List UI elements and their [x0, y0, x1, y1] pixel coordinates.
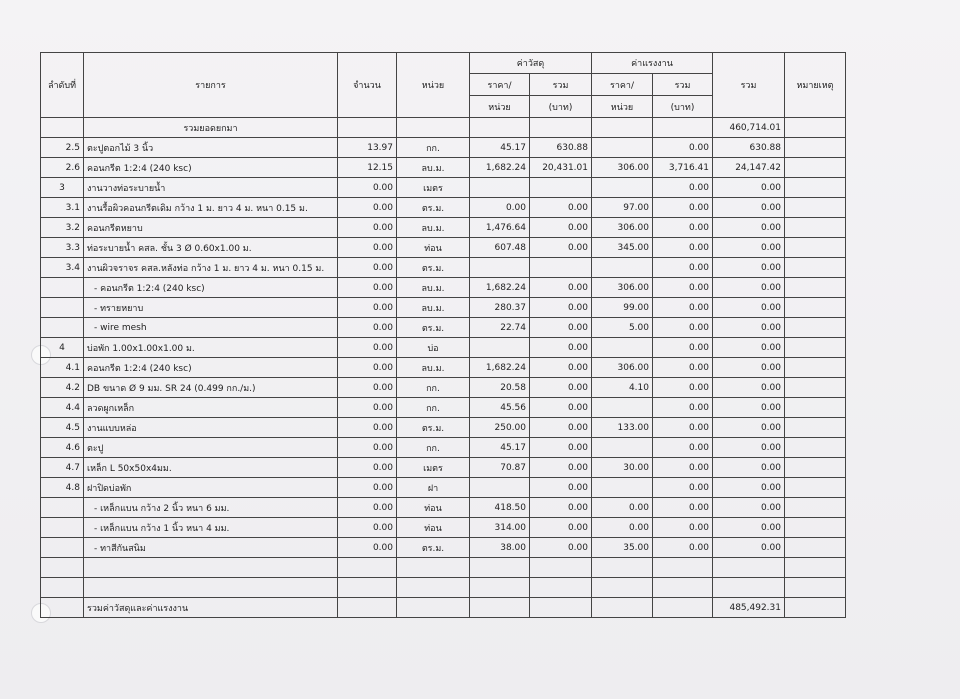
cell-item: - ทรายหยาบ	[84, 298, 338, 318]
cell-material-sum: 0.00	[530, 318, 592, 338]
cell-material-sum: 0.00	[530, 218, 592, 238]
cell-qty: 0.00	[338, 418, 397, 438]
cell-remark	[785, 198, 846, 218]
table-row	[41, 118, 846, 138]
cell-labor-sum	[653, 118, 713, 138]
cell-material-sum: 0.00	[530, 478, 592, 498]
header-material-price-line1: ราคา/	[470, 74, 530, 96]
cell-total: 460,714.01	[713, 118, 785, 138]
cell-labor-price	[592, 138, 653, 158]
cell-labor-sum: 0.00	[653, 178, 713, 198]
cell-unit: กก.	[397, 138, 470, 158]
header-material-price-line2: หน่วย	[470, 96, 530, 118]
cell-no	[41, 118, 84, 138]
cell-item	[84, 578, 338, 598]
cell-total: 24,147.42	[713, 158, 785, 178]
cell-material-price	[470, 118, 530, 138]
cell-remark	[785, 598, 846, 618]
cell-material-sum: 0.00	[530, 518, 592, 538]
cell-unit: ลบ.ม.	[397, 158, 470, 178]
cell-qty: 0.00	[338, 218, 397, 238]
cell-remark	[785, 338, 846, 358]
cell-qty: 13.97	[338, 138, 397, 158]
cell-qty: 0.00	[338, 238, 397, 258]
cell-material-price	[470, 578, 530, 598]
table-row	[41, 438, 846, 458]
cell-material-price	[470, 558, 530, 578]
cell-total: 0.00	[713, 398, 785, 418]
table-row	[41, 138, 846, 158]
cell-labor-price	[592, 398, 653, 418]
cell-material-price: 280.37	[470, 298, 530, 318]
cell-item: ฝาปิดบ่อพัก	[84, 478, 338, 498]
header-labor-sum-line2: (บาท)	[653, 96, 713, 118]
cell-labor-sum: 0.00	[653, 278, 713, 298]
cell-unit: บ่อ	[397, 338, 470, 358]
table-row	[41, 298, 846, 318]
cell-unit: ลบ.ม.	[397, 218, 470, 238]
cell-item: ลวดผูกเหล็ก	[84, 398, 338, 418]
cell-total: 0.00	[713, 218, 785, 238]
cell-labor-sum: 0.00	[653, 538, 713, 558]
cell-item: บ่อพัก 1.00x1.00x1.00 ม.	[84, 338, 338, 358]
header-unit: หน่วย	[397, 53, 470, 118]
cell-material-price	[470, 598, 530, 618]
table-row	[41, 358, 846, 378]
cell-no: 4.8	[41, 478, 84, 498]
table-row	[41, 198, 846, 218]
cell-item: ตะปูตอกไม้ 3 นิ้ว	[84, 138, 338, 158]
table-row	[41, 458, 846, 478]
cell-qty: 0.00	[338, 538, 397, 558]
table-row	[41, 558, 846, 578]
cell-item: รวมค่าวัสดุและค่าแรงงาน	[84, 598, 338, 618]
cell-total: 0.00	[713, 418, 785, 438]
cell-item: ตะปู	[84, 438, 338, 458]
cell-labor-price: 97.00	[592, 198, 653, 218]
header-labor: ค่าแรงงาน	[592, 53, 713, 74]
cell-labor-price: 133.00	[592, 418, 653, 438]
cell-remark	[785, 278, 846, 298]
cell-item: - wire mesh	[84, 318, 338, 338]
cell-remark	[785, 358, 846, 378]
cell-material-price: 314.00	[470, 518, 530, 538]
cell-labor-price	[592, 558, 653, 578]
cell-total: 0.00	[713, 478, 785, 498]
cell-total: 0.00	[713, 318, 785, 338]
cell-total: 0.00	[713, 378, 785, 398]
header-qty: จำนวน	[338, 53, 397, 118]
cell-remark	[785, 438, 846, 458]
cell-labor-sum	[653, 558, 713, 578]
cell-unit: ลบ.ม.	[397, 358, 470, 378]
cell-remark	[785, 398, 846, 418]
table-body	[41, 118, 846, 618]
cell-unit: ฝา	[397, 478, 470, 498]
cell-no	[41, 598, 84, 618]
cell-qty: 0.00	[338, 478, 397, 498]
cell-total: 0.00	[713, 518, 785, 538]
cell-material-price	[470, 178, 530, 198]
cell-labor-sum	[653, 578, 713, 598]
cell-labor-price: 306.00	[592, 158, 653, 178]
cell-remark	[785, 458, 846, 478]
cell-total: 630.88	[713, 138, 785, 158]
cell-material-price: 1,682.24	[470, 278, 530, 298]
cell-no	[41, 558, 84, 578]
cell-unit	[397, 598, 470, 618]
cell-remark	[785, 138, 846, 158]
cell-qty: 0.00	[338, 278, 397, 298]
cell-material-price: 607.48	[470, 238, 530, 258]
cell-total	[713, 578, 785, 598]
cell-remark	[785, 538, 846, 558]
cell-labor-price	[592, 258, 653, 278]
cell-no: 4.4	[41, 398, 84, 418]
header-labor-sum-line1: รวม	[653, 74, 713, 96]
header-material-sum-line2: (บาท)	[530, 96, 592, 118]
cell-labor-sum: 0.00	[653, 478, 713, 498]
cell-material-price	[470, 258, 530, 278]
cell-material-sum: 0.00	[530, 198, 592, 218]
cell-total: 0.00	[713, 198, 785, 218]
cell-unit: ตร.ม.	[397, 318, 470, 338]
cell-item: - เหล็กแบน กว้าง 2 นิ้ว หนา 6 มม.	[84, 498, 338, 518]
cell-unit	[397, 118, 470, 138]
cell-total	[713, 558, 785, 578]
cell-total: 0.00	[713, 338, 785, 358]
cell-qty: 0.00	[338, 198, 397, 218]
cell-total: 0.00	[713, 438, 785, 458]
cell-labor-price	[592, 578, 653, 598]
cell-no: 3.1	[41, 198, 84, 218]
cell-remark	[785, 298, 846, 318]
cell-labor-price	[592, 438, 653, 458]
cell-no: 3.4	[41, 258, 84, 278]
cell-material-price: 250.00	[470, 418, 530, 438]
cell-labor-sum: 0.00	[653, 338, 713, 358]
cell-no	[41, 518, 84, 538]
table-row	[41, 478, 846, 498]
cell-material-price: 1,476.64	[470, 218, 530, 238]
cell-labor-sum: 0.00	[653, 298, 713, 318]
cell-labor-sum: 0.00	[653, 138, 713, 158]
cell-unit: กก.	[397, 398, 470, 418]
cell-labor-sum: 0.00	[653, 438, 713, 458]
table-row	[41, 318, 846, 338]
cell-unit: เมตร	[397, 178, 470, 198]
cell-no	[41, 278, 84, 298]
header-material-sum-line1: รวม	[530, 74, 592, 96]
cell-item: DB ขนาด Ø 9 มม. SR 24 (0.499 กก./ม.)	[84, 378, 338, 398]
table-row	[41, 578, 846, 598]
cell-material-sum: 0.00	[530, 538, 592, 558]
cell-unit: กก.	[397, 438, 470, 458]
cell-item: - เหล็กแบน กว้าง 1 นิ้ว หนา 4 มม.	[84, 518, 338, 538]
cell-remark	[785, 238, 846, 258]
header-labor-price-line2: หน่วย	[592, 96, 653, 118]
cell-qty: 0.00	[338, 378, 397, 398]
cell-no: 3	[41, 178, 84, 198]
cell-labor-sum: 0.00	[653, 358, 713, 378]
cell-labor-price: 345.00	[592, 238, 653, 258]
cell-labor-price: 5.00	[592, 318, 653, 338]
cell-labor-price: 306.00	[592, 218, 653, 238]
cell-no	[41, 498, 84, 518]
cell-remark	[785, 178, 846, 198]
cell-unit: ท่อน	[397, 238, 470, 258]
cell-material-sum: 0.00	[530, 378, 592, 398]
cell-remark	[785, 318, 846, 338]
cell-labor-price: 99.00	[592, 298, 653, 318]
cell-qty: 0.00	[338, 398, 397, 418]
cell-labor-price	[592, 338, 653, 358]
cell-no: 4.7	[41, 458, 84, 478]
cell-no: 4.6	[41, 438, 84, 458]
cell-remark	[785, 158, 846, 178]
cell-material-price: 22.74	[470, 318, 530, 338]
cell-material-price: 0.00	[470, 198, 530, 218]
cell-total: 0.00	[713, 538, 785, 558]
table-row	[41, 538, 846, 558]
cell-qty: 0.00	[338, 518, 397, 538]
cell-material-sum: 630.88	[530, 138, 592, 158]
cell-material-price: 45.56	[470, 398, 530, 418]
cell-material-price: 38.00	[470, 538, 530, 558]
cell-item: - ทาสีกันสนิม	[84, 538, 338, 558]
cell-labor-sum: 0.00	[653, 518, 713, 538]
cell-no: 4.2	[41, 378, 84, 398]
cell-labor-price	[592, 118, 653, 138]
cell-total: 0.00	[713, 278, 785, 298]
cell-qty: 0.00	[338, 358, 397, 378]
cell-labor-price	[592, 178, 653, 198]
cell-no: 2.6	[41, 158, 84, 178]
cell-material-sum: 0.00	[530, 338, 592, 358]
cell-unit: ท่อน	[397, 498, 470, 518]
cell-qty: 0.00	[338, 458, 397, 478]
cell-labor-sum	[653, 598, 713, 618]
header-remark: หมายเหตุ	[785, 53, 846, 118]
cell-no: 3.3	[41, 238, 84, 258]
cell-material-price: 1,682.24	[470, 358, 530, 378]
cell-item: คอนกรีต 1:2:4 (240 ksc)	[84, 358, 338, 378]
cell-item: งานแบบหล่อ	[84, 418, 338, 438]
cell-total: 0.00	[713, 458, 785, 478]
cell-no: 4	[41, 338, 84, 358]
cell-no: 2.5	[41, 138, 84, 158]
table-row	[41, 398, 846, 418]
cell-material-sum	[530, 118, 592, 138]
cell-material-sum: 0.00	[530, 358, 592, 378]
cell-qty	[338, 558, 397, 578]
cell-labor-sum: 0.00	[653, 198, 713, 218]
cell-remark	[785, 578, 846, 598]
cell-remark	[785, 118, 846, 138]
cell-item: คอนกรีตหยาบ	[84, 218, 338, 238]
cell-total: 485,492.31	[713, 598, 785, 618]
cell-qty: 0.00	[338, 338, 397, 358]
cell-qty: 0.00	[338, 498, 397, 518]
table-row	[41, 258, 846, 278]
cell-material-sum	[530, 558, 592, 578]
bill-of-quantities-table	[40, 52, 846, 618]
cell-remark	[785, 258, 846, 278]
cell-labor-price: 0.00	[592, 498, 653, 518]
cell-remark	[785, 418, 846, 438]
cell-qty: 12.15	[338, 158, 397, 178]
header-labor-price-line1: ราคา/	[592, 74, 653, 96]
cell-labor-price: 306.00	[592, 358, 653, 378]
cell-item: คอนกรีต 1:2:4 (240 ksc)	[84, 158, 338, 178]
cell-material-sum: 0.00	[530, 498, 592, 518]
cell-labor-sum: 0.00	[653, 258, 713, 278]
cell-unit: ตร.ม.	[397, 198, 470, 218]
cell-remark	[785, 378, 846, 398]
cell-no	[41, 318, 84, 338]
cell-item	[84, 558, 338, 578]
cell-unit: ท่อน	[397, 518, 470, 538]
cell-item: - คอนกรีต 1:2:4 (240 ksc)	[84, 278, 338, 298]
cell-labor-price: 0.00	[592, 518, 653, 538]
cell-material-price	[470, 478, 530, 498]
cell-material-sum: 0.00	[530, 298, 592, 318]
cell-labor-price: 4.10	[592, 378, 653, 398]
cell-material-sum: 0.00	[530, 278, 592, 298]
table-row	[41, 378, 846, 398]
cell-item: งานวางท่อระบายน้ำ	[84, 178, 338, 198]
header-material: ค่าวัสดุ	[470, 53, 592, 74]
cell-material-price	[470, 338, 530, 358]
cell-material-price: 45.17	[470, 138, 530, 158]
table-row	[41, 218, 846, 238]
cell-unit	[397, 558, 470, 578]
cell-item: ท่อระบายน้ำ คสล. ชั้น 3 Ø 0.60x1.00 ม.	[84, 238, 338, 258]
cell-item: รวมยอดยกมา	[84, 118, 338, 138]
cell-unit: ตร.ม.	[397, 538, 470, 558]
cell-item: เหล็ก L 50x50x4มม.	[84, 458, 338, 478]
cell-material-sum: 20,431.01	[530, 158, 592, 178]
table-row	[41, 498, 846, 518]
cell-unit: กก.	[397, 378, 470, 398]
cell-qty: 0.00	[338, 438, 397, 458]
cell-labor-sum: 0.00	[653, 238, 713, 258]
header-no: ลำดับที่	[41, 53, 84, 118]
cell-labor-price: 35.00	[592, 538, 653, 558]
cell-labor-sum: 0.00	[653, 398, 713, 418]
cell-labor-sum: 0.00	[653, 418, 713, 438]
cell-labor-price: 30.00	[592, 458, 653, 478]
cell-material-sum	[530, 578, 592, 598]
cell-remark	[785, 558, 846, 578]
cell-total: 0.00	[713, 298, 785, 318]
table-row	[41, 338, 846, 358]
cell-material-sum	[530, 178, 592, 198]
cell-qty: 0.00	[338, 318, 397, 338]
cell-remark	[785, 478, 846, 498]
cell-total: 0.00	[713, 498, 785, 518]
table-row	[41, 278, 846, 298]
table-row	[41, 598, 846, 618]
table-row	[41, 518, 846, 538]
cell-no: 3.2	[41, 218, 84, 238]
cell-material-sum: 0.00	[530, 238, 592, 258]
cell-unit: ลบ.ม.	[397, 298, 470, 318]
cell-material-price: 20.58	[470, 378, 530, 398]
cell-material-sum: 0.00	[530, 458, 592, 478]
cell-material-sum	[530, 598, 592, 618]
cell-unit: ลบ.ม.	[397, 278, 470, 298]
cell-total: 0.00	[713, 238, 785, 258]
cell-labor-price	[592, 478, 653, 498]
cell-qty	[338, 578, 397, 598]
cell-material-price: 418.50	[470, 498, 530, 518]
cell-material-price: 45.17	[470, 438, 530, 458]
header-item: รายการ	[84, 53, 338, 118]
table-row	[41, 418, 846, 438]
cell-labor-price	[592, 598, 653, 618]
cell-material-sum: 0.00	[530, 438, 592, 458]
cell-labor-price: 306.00	[592, 278, 653, 298]
cell-total: 0.00	[713, 178, 785, 198]
cell-qty: 0.00	[338, 178, 397, 198]
cell-remark	[785, 218, 846, 238]
cell-labor-sum: 0.00	[653, 318, 713, 338]
cell-labor-sum: 0.00	[653, 458, 713, 478]
cell-qty	[338, 118, 397, 138]
cell-no: 4.1	[41, 358, 84, 378]
cell-unit	[397, 578, 470, 598]
cell-labor-sum: 3,716.41	[653, 158, 713, 178]
cell-unit: ตร.ม.	[397, 258, 470, 278]
table-row	[41, 158, 846, 178]
cell-material-price: 70.87	[470, 458, 530, 478]
cell-no	[41, 578, 84, 598]
cell-no	[41, 538, 84, 558]
header-total: รวม	[713, 53, 785, 118]
cell-unit: ตร.ม.	[397, 418, 470, 438]
cell-total: 0.00	[713, 258, 785, 278]
cell-labor-sum: 0.00	[653, 378, 713, 398]
cell-material-sum: 0.00	[530, 418, 592, 438]
cell-item: งานผิวจราจร คสล.หลังท่อ กว้าง 1 ม. ยาว 4 ม. หนา 0.15 ม.	[84, 258, 338, 278]
cell-remark	[785, 518, 846, 538]
cell-unit: เมตร	[397, 458, 470, 478]
table-header	[41, 53, 846, 118]
cell-material-sum: 0.00	[530, 398, 592, 418]
cell-qty	[338, 598, 397, 618]
cell-qty: 0.00	[338, 298, 397, 318]
cell-material-sum	[530, 258, 592, 278]
table-row	[41, 178, 846, 198]
cell-item: งานรื้อผิวคอนกรีตเดิม กว้าง 1 ม. ยาว 4 ม. หนา 0.15 ม.	[84, 198, 338, 218]
cell-material-price: 1,682.24	[470, 158, 530, 178]
cell-labor-sum: 0.00	[653, 218, 713, 238]
cell-no: 4.5	[41, 418, 84, 438]
cell-total: 0.00	[713, 358, 785, 378]
table-row	[41, 238, 846, 258]
cell-qty: 0.00	[338, 258, 397, 278]
cell-labor-sum: 0.00	[653, 498, 713, 518]
cell-remark	[785, 498, 846, 518]
cell-no	[41, 298, 84, 318]
